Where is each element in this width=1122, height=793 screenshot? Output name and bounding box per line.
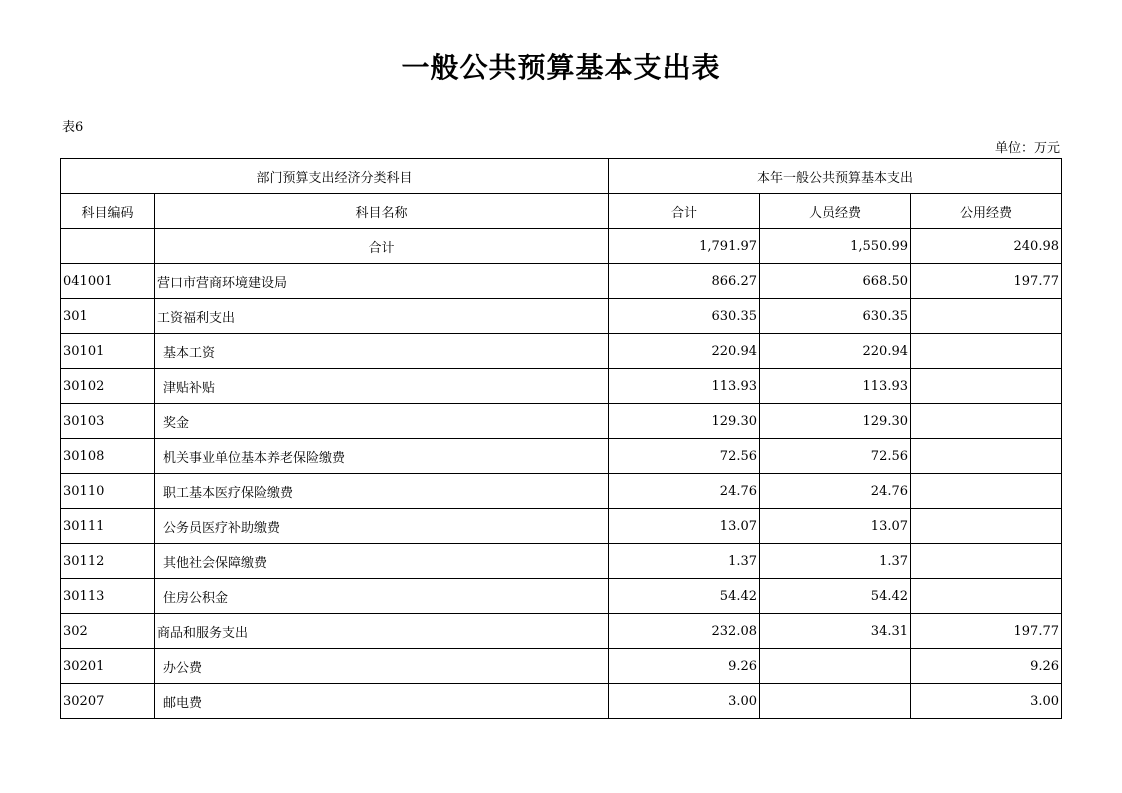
cell-personnel: 630.35 (760, 299, 911, 334)
header-group-row (61, 159, 1062, 194)
table-row (61, 334, 1062, 369)
cell-name: 商品和服务支出 (155, 614, 609, 649)
cell-total: 72.56 (609, 439, 760, 474)
cell-personnel (760, 684, 911, 719)
cell-name: 办公费 (155, 649, 609, 684)
total-name: 合计 (155, 229, 609, 264)
cell-code: 30110 (61, 474, 155, 509)
cell-code: 041001 (61, 264, 155, 299)
cell-personnel: 220.94 (760, 334, 911, 369)
cell-personnel: 129.30 (760, 404, 911, 439)
header-personnel: 人员经费 (760, 194, 911, 229)
header-group-left: 部门预算支出经济分类科目 (61, 159, 609, 194)
cell-public (911, 299, 1062, 334)
cell-code: 30102 (61, 369, 155, 404)
cell-personnel: 668.50 (760, 264, 911, 299)
cell-total: 24.76 (609, 474, 760, 509)
cell-public (911, 544, 1062, 579)
cell-code: 30201 (61, 649, 155, 684)
cell-public (911, 404, 1062, 439)
cell-name: 基本工资 (155, 334, 609, 369)
cell-personnel: 34.31 (760, 614, 911, 649)
total-personnel: 1,550.99 (760, 229, 911, 264)
cell-public: 9.26 (911, 649, 1062, 684)
cell-code: 30108 (61, 439, 155, 474)
table-row (61, 684, 1062, 719)
cell-name: 职工基本医疗保险缴费 (155, 474, 609, 509)
cell-name: 机关事业单位基本养老保险缴费 (155, 439, 609, 474)
cell-total: 220.94 (609, 334, 760, 369)
cell-total: 3.00 (609, 684, 760, 719)
cell-total: 54.42 (609, 579, 760, 614)
table-row (61, 509, 1062, 544)
table-row (61, 439, 1062, 474)
cell-name: 住房公积金 (155, 579, 609, 614)
cell-name: 公务员医疗补助缴费 (155, 509, 609, 544)
header-code: 科目编码 (61, 194, 155, 229)
cell-code: 30111 (61, 509, 155, 544)
table-row (61, 579, 1062, 614)
header-column-row (61, 194, 1062, 229)
header-name: 科目名称 (155, 194, 609, 229)
cell-personnel: 72.56 (760, 439, 911, 474)
total-public: 240.98 (911, 229, 1062, 264)
cell-code: 30103 (61, 404, 155, 439)
cell-personnel: 113.93 (760, 369, 911, 404)
table-row (61, 649, 1062, 684)
table-row (61, 299, 1062, 334)
cell-public (911, 439, 1062, 474)
cell-code: 30101 (61, 334, 155, 369)
cell-total: 232.08 (609, 614, 760, 649)
total-code (61, 229, 155, 264)
table-number: 表6 (62, 120, 84, 135)
table-row (61, 544, 1062, 579)
cell-total: 113.93 (609, 369, 760, 404)
cell-public (911, 334, 1062, 369)
cell-total: 13.07 (609, 509, 760, 544)
cell-name: 工资福利支出 (155, 299, 609, 334)
cell-code: 301 (61, 299, 155, 334)
cell-name: 津贴补贴 (155, 369, 609, 404)
page-title: 一般公共预算基本支出表 (401, 51, 721, 84)
total-row (61, 229, 1062, 264)
cell-total: 866.27 (609, 264, 760, 299)
cell-name: 奖金 (155, 404, 609, 439)
header-public: 公用经费 (911, 194, 1062, 229)
table-row (61, 404, 1062, 439)
cell-code: 30112 (61, 544, 155, 579)
cell-name: 其他社会保障缴费 (155, 544, 609, 579)
cell-personnel: 24.76 (760, 474, 911, 509)
budget-table (60, 158, 1062, 719)
cell-personnel: 1.37 (760, 544, 911, 579)
cell-personnel: 54.42 (760, 579, 911, 614)
header-group-right: 本年一般公共预算基本支出 (609, 159, 1062, 194)
cell-personnel: 13.07 (760, 509, 911, 544)
cell-public: 197.77 (911, 264, 1062, 299)
cell-name: 营口市营商环境建设局 (155, 264, 609, 299)
cell-public (911, 369, 1062, 404)
cell-public (911, 579, 1062, 614)
table-row (61, 474, 1062, 509)
table-row (61, 369, 1062, 404)
unit-label: 单位：万元 (994, 141, 1060, 156)
cell-total: 129.30 (609, 404, 760, 439)
total-total: 1,791.97 (609, 229, 760, 264)
cell-total: 9.26 (609, 649, 760, 684)
cell-name: 邮电费 (155, 684, 609, 719)
table-row (61, 264, 1062, 299)
cell-code: 302 (61, 614, 155, 649)
cell-code: 30113 (61, 579, 155, 614)
cell-public (911, 509, 1062, 544)
cell-public: 3.00 (911, 684, 1062, 719)
cell-public: 197.77 (911, 614, 1062, 649)
cell-total: 1.37 (609, 544, 760, 579)
cell-personnel (760, 649, 911, 684)
cell-public (911, 474, 1062, 509)
cell-code: 30207 (61, 684, 155, 719)
table-row (61, 614, 1062, 649)
cell-total: 630.35 (609, 299, 760, 334)
header-total: 合计 (609, 194, 760, 229)
